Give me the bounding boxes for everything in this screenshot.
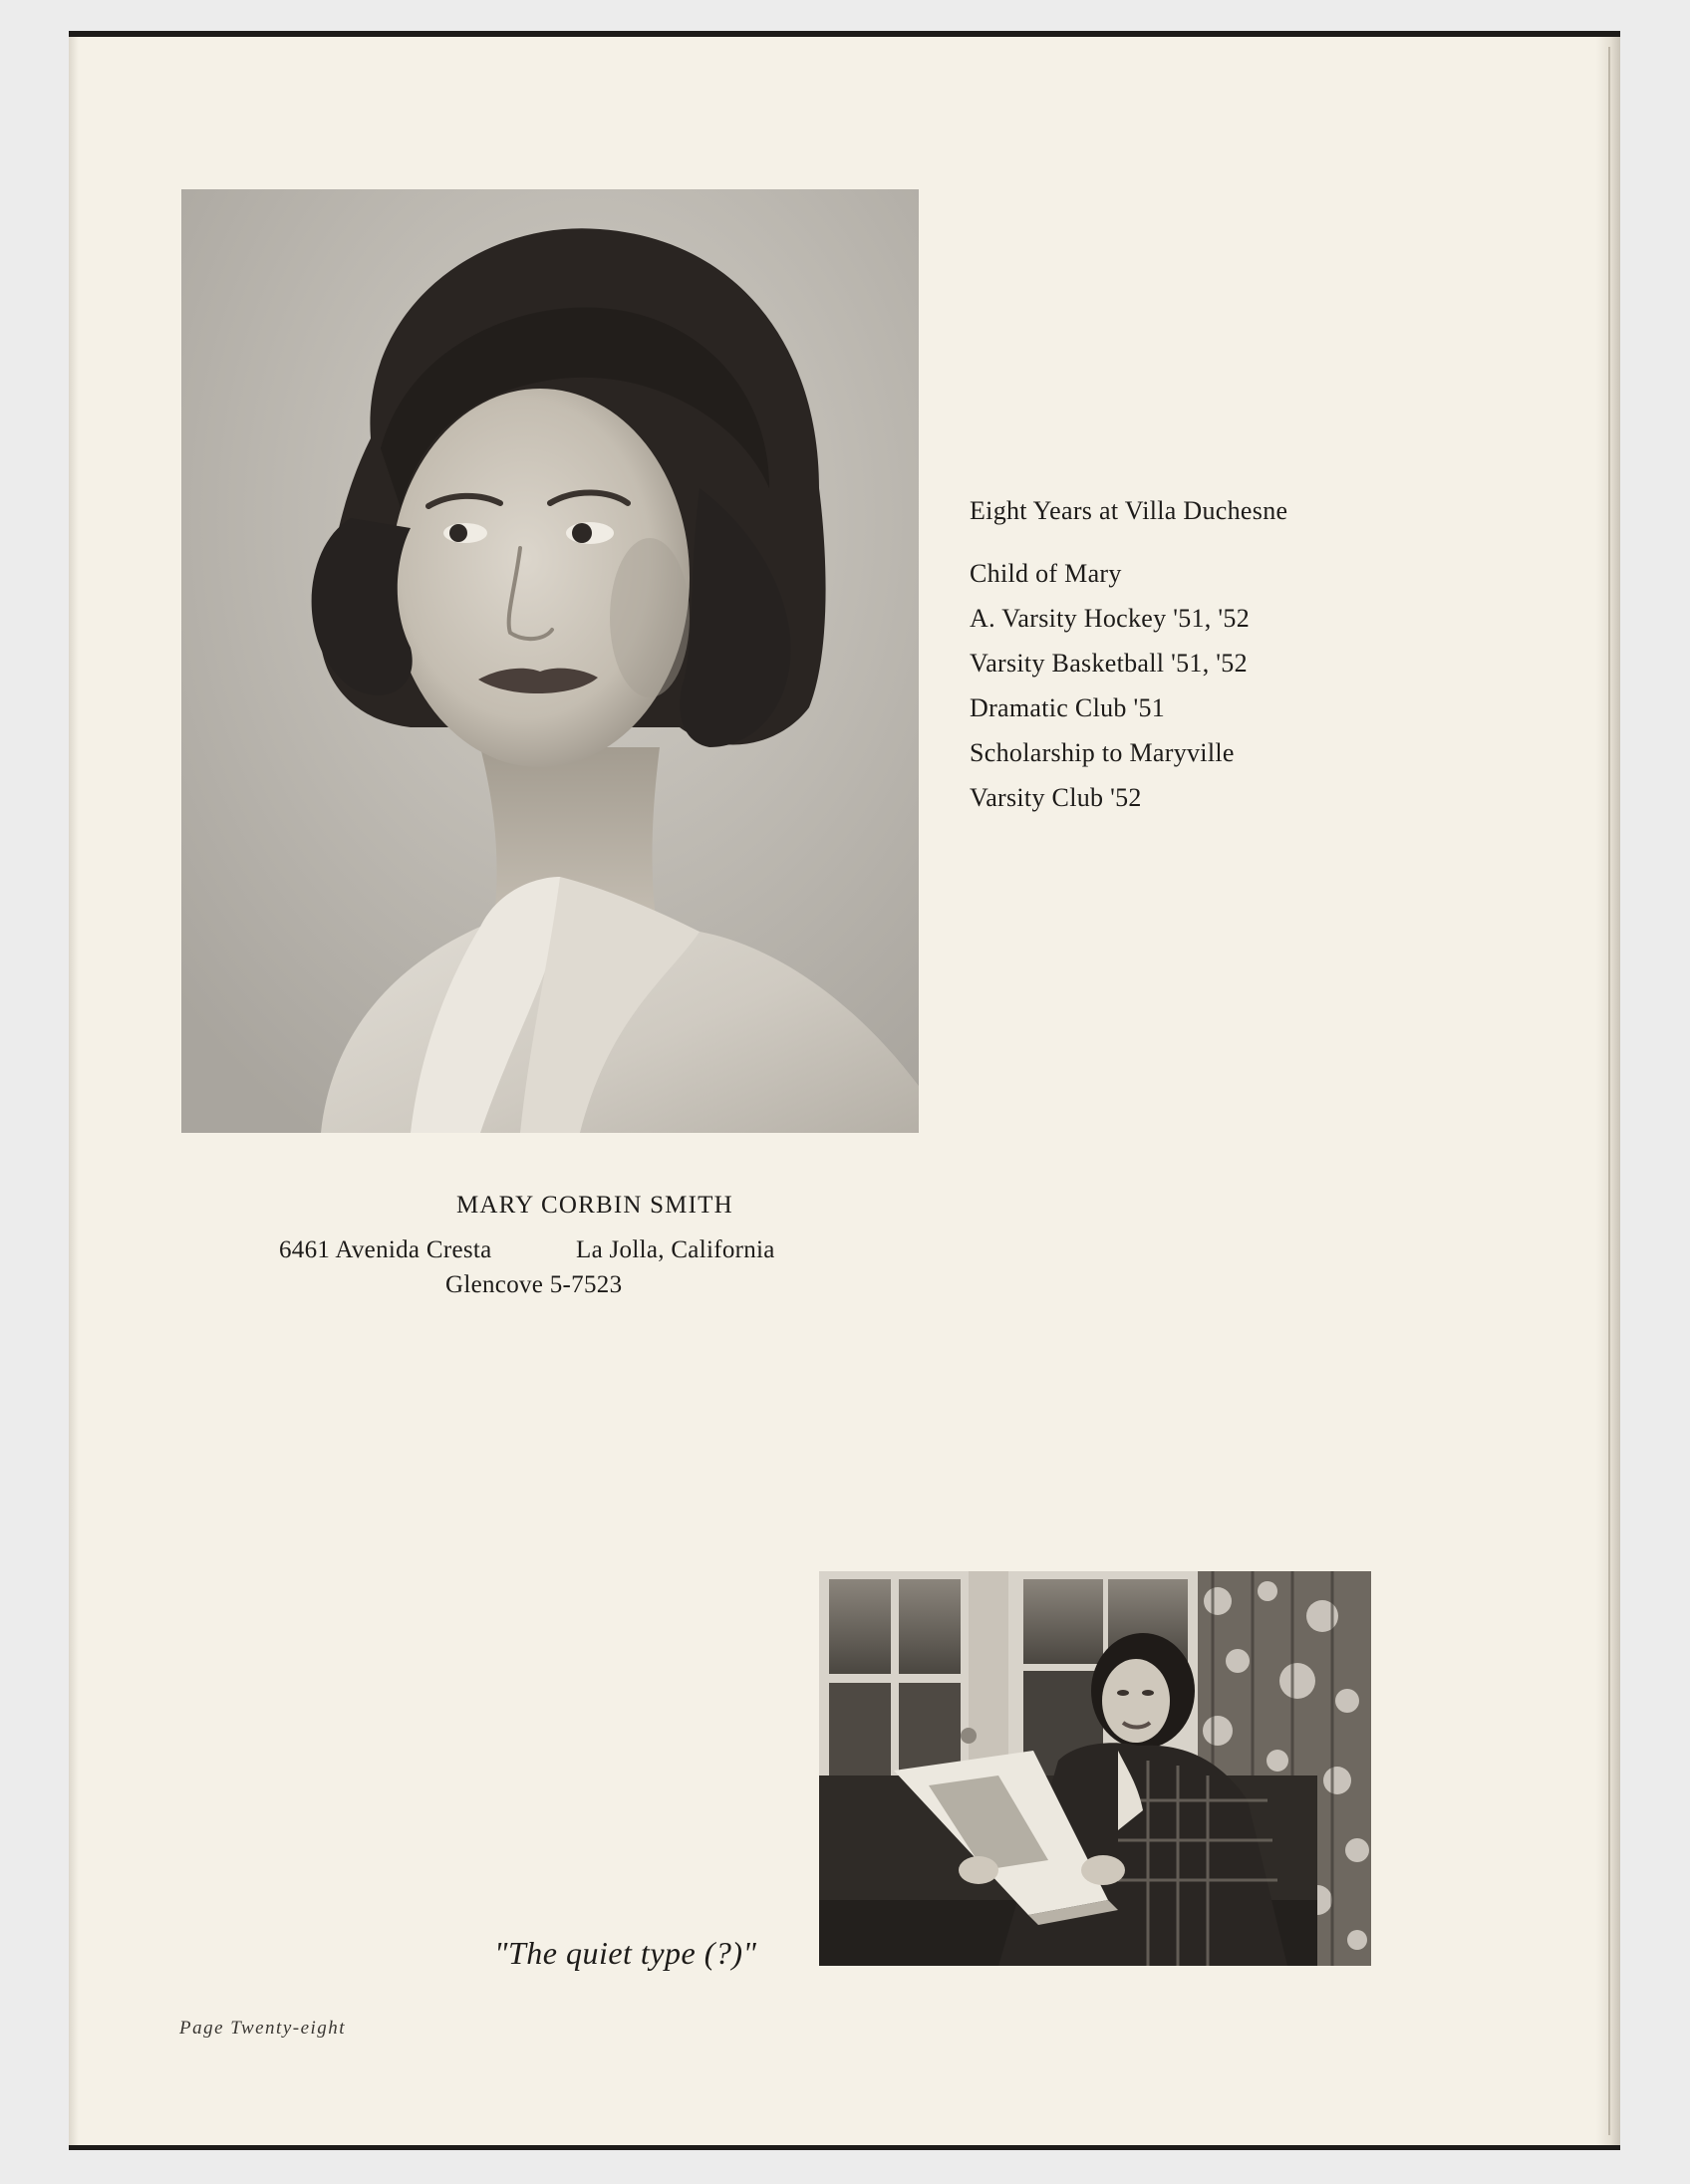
activity-item: Varsity Basketball '51, '52 [970,649,1248,678]
portrait-illustration [181,189,919,1133]
senior-portrait-photo [181,189,919,1133]
activity-item: A. Varsity Hockey '51, '52 [970,604,1250,633]
activities-block [970,489,1488,820]
page-number: Page Twenty-eight [179,2018,347,2039]
activity-item: Scholarship to Maryville [970,738,1235,767]
activities-list [970,551,1488,820]
activity-item: Dramatic Club '51 [970,693,1166,722]
activity-item: Varsity Club '52 [970,783,1142,812]
candid-illustration [819,1571,1371,1966]
street-address: 6461 Avenida Cresta [279,1236,492,1263]
activity-item: Child of Mary [970,559,1122,588]
binding-edge [1608,47,1610,2135]
years-attended: Eight Years at Villa Duchesne [970,496,1288,525]
scan-shadow [69,37,79,2145]
candid-caption: "The quiet type (?)" [494,1935,757,1971]
city-state: La Jolla, California [576,1236,775,1263]
phone-number: Glencove 5-7523 [445,1271,623,1298]
candid-photo [819,1571,1371,1966]
student-name: MARY CORBIN SMITH [456,1192,733,1219]
